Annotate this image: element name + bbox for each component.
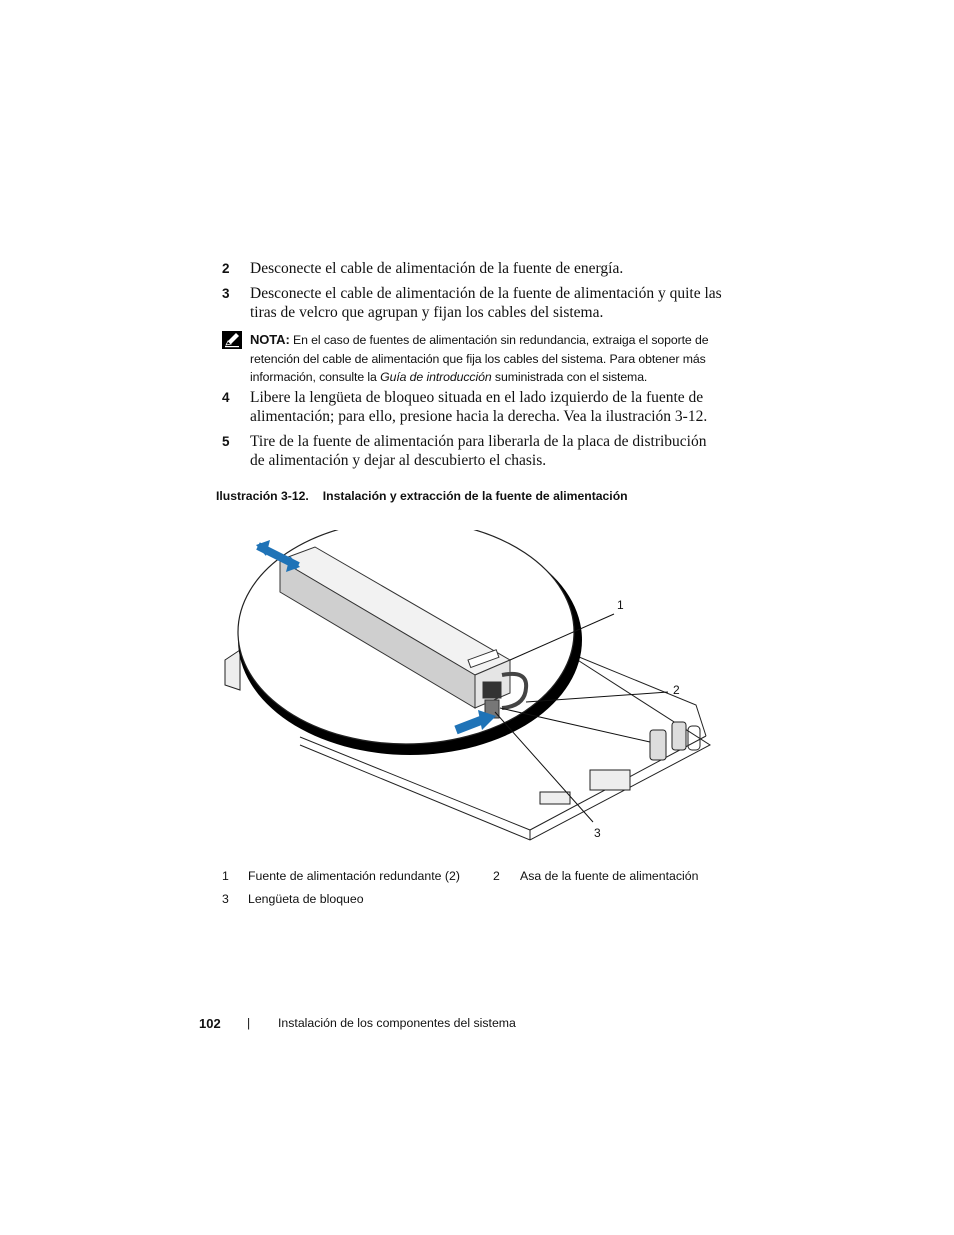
figure-label: Ilustración 3-12. bbox=[216, 489, 309, 503]
step-number: 5 bbox=[222, 434, 230, 449]
step-4 bbox=[222, 389, 722, 426]
figure-title: Instalación y extracción de la fuente de alimentación bbox=[322, 489, 628, 503]
page-number: 102 bbox=[199, 1016, 221, 1031]
note-text: NOTA: En el caso de fuentes de alimentación sin redundancia, extraiga el soporte de retención del cable de alimentación que fija los cables del sistema. Para obtener más información, consulte la Guía de introducción suministrada con el sistema. bbox=[250, 332, 709, 384]
footer-section-title: Instalación de los componentes del sistema bbox=[278, 1016, 516, 1030]
step-number: 2 bbox=[222, 261, 230, 276]
step-number: 3 bbox=[222, 286, 230, 301]
step-text: Libere la lengüeta de bloqueo situada en el lado izquierdo de la fuente de alimentación; para ello, presione hacia la derecha. Vea la ilustración 3-12. bbox=[250, 389, 708, 425]
note-label: NOTA: bbox=[250, 332, 290, 347]
legend-num-1: 1 bbox=[222, 869, 229, 883]
note-pencil-icon bbox=[222, 331, 242, 354]
step-text: Tire de la fuente de alimentación para liberarla de la placa de distribución de alimentación y dejar al descubierto el chasis. bbox=[250, 433, 707, 469]
note-block bbox=[222, 331, 722, 387]
step-3 bbox=[222, 285, 722, 322]
legend-text-3: Lengüeta de bloqueo bbox=[248, 892, 364, 906]
step-2 bbox=[222, 260, 722, 279]
step-text: Desconecte el cable de alimentación de la fuente de energía. bbox=[250, 260, 624, 277]
callout-2: 2 bbox=[673, 683, 680, 697]
callout-3: 3 bbox=[594, 826, 601, 840]
legend-text-1: Fuente de alimentación redundante (2) bbox=[248, 869, 460, 883]
power-supply-illustration bbox=[210, 530, 730, 860]
figure-caption bbox=[216, 489, 628, 503]
footer-separator: | bbox=[247, 1016, 251, 1030]
legend-text-2: Asa de la fuente de alimentación bbox=[520, 869, 699, 883]
callout-1: 1 bbox=[617, 598, 624, 612]
legend-num-3: 3 bbox=[222, 892, 229, 906]
step-number: 4 bbox=[222, 390, 230, 405]
step-text: Desconecte el cable de alimentación de la fuente de alimentación y quite las tiras de velcro que agrupan y fijan los cables del sistema. bbox=[250, 285, 722, 321]
guide-title: Guía de introducción bbox=[380, 370, 492, 384]
step-5 bbox=[222, 433, 722, 470]
illustration-drawing bbox=[210, 530, 730, 860]
legend-num-2: 2 bbox=[493, 869, 500, 883]
